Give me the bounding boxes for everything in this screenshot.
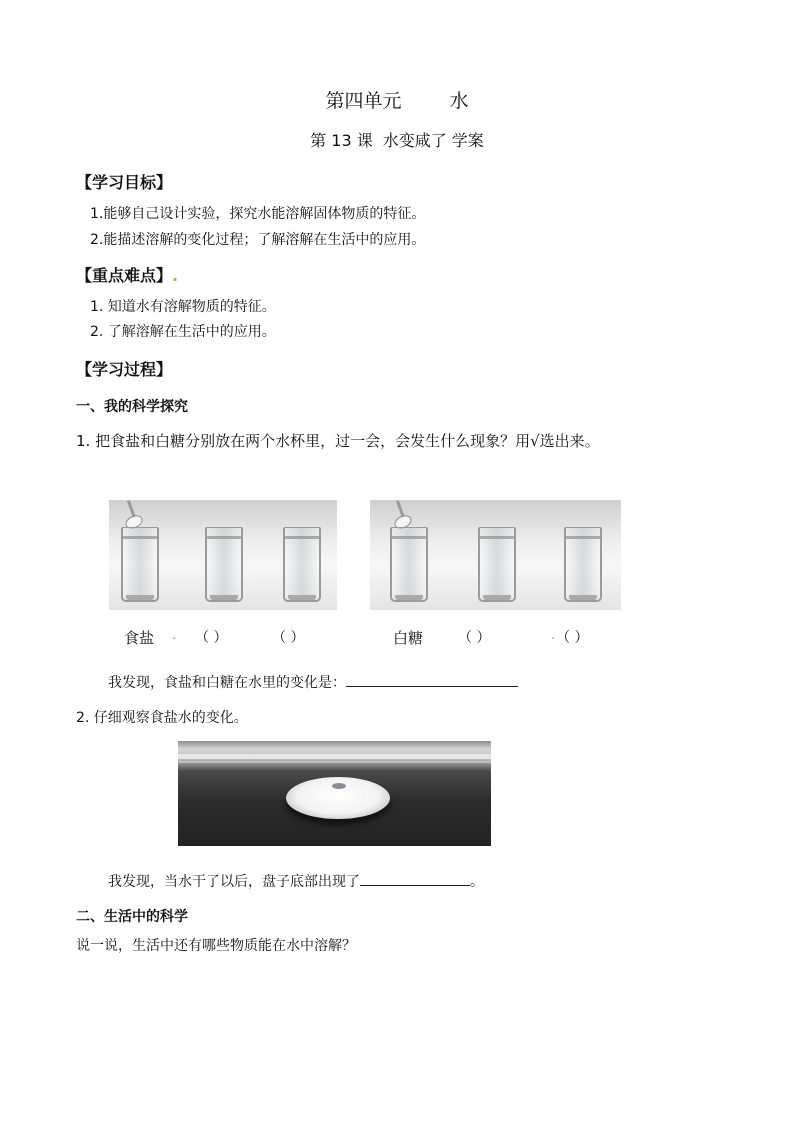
answer-paren[interactable]: （ ） — [458, 630, 491, 646]
lesson-name: 水变咸了 学案 — [382, 131, 484, 150]
stray-mark: . — [172, 627, 177, 643]
glass-icon — [205, 527, 243, 602]
sugar-label: 白糖 — [393, 629, 424, 647]
answer-paren[interactable]: （ ） — [556, 630, 589, 646]
glass-icon — [478, 527, 516, 602]
goals-heading: 【学习目标】 — [76, 173, 173, 192]
glass-icon — [121, 527, 159, 602]
keypoint-item: 2. 了解溶解在生活中的应用。 — [90, 324, 276, 340]
answer-blank[interactable] — [346, 670, 518, 687]
salt-residue — [332, 783, 346, 789]
finding-2-text: 我发现，当水干了以后，盘子底部出现了 — [108, 874, 360, 890]
window-rail — [178, 754, 491, 759]
salt-experiment-photo — [109, 500, 337, 610]
window-rail — [178, 761, 491, 763]
keypoints-heading-text: 【重点难点】 — [76, 266, 173, 285]
keypoints-heading — [76, 263, 178, 286]
finding-1-text: 我发现，食盐和白糖在水里的变化是： — [108, 675, 346, 691]
goal-item: 2.能描述溶解的变化过程；了解溶解在生活中的应用。 — [90, 232, 426, 248]
lesson-number: 第 13 课 — [310, 131, 373, 150]
unit-title — [0, 86, 794, 113]
answer-paren[interactable]: （ ） — [195, 630, 228, 646]
answer-paren[interactable]: （ ） — [272, 630, 305, 646]
part1-heading: 一、我的科学探究 — [76, 399, 188, 415]
unit-label: 第四单元 — [325, 90, 402, 112]
salt-water-plate-photo — [178, 741, 491, 846]
unit-topic: 水 — [449, 90, 469, 112]
keypoint-item: 1. 知道水有溶解物质的特征。 — [90, 299, 276, 315]
question-2: 2. 仔细观察食盐水的变化。 — [76, 710, 248, 726]
finding-2-end: 。 — [470, 874, 484, 890]
lesson-title — [0, 128, 794, 151]
glass-icon — [390, 527, 428, 602]
stray-mark: . — [551, 627, 556, 643]
question-1: 1. 把食盐和白糖分别放在两个水杯里，过一会，会发生什么现象？用√选出来。 — [76, 432, 600, 450]
glass-icon — [564, 527, 602, 602]
part2-heading: 二、生活中的科学 — [76, 909, 188, 925]
plate-icon — [286, 777, 390, 819]
answer-blank[interactable] — [360, 869, 470, 886]
finding-2 — [108, 869, 484, 891]
stray-mark: . — [172, 266, 179, 285]
salt-label: 食盐 — [124, 629, 155, 647]
sugar-experiment-photo — [370, 500, 621, 610]
process-heading: 【学习过程】 — [76, 360, 173, 379]
finding-1 — [108, 670, 518, 692]
question-3: 说一说，生活中还有哪些物质能在水中溶解？ — [76, 938, 356, 954]
goal-item: 1.能够自己设计实验，探究水能溶解固体物质的特征。 — [90, 206, 426, 222]
glass-icon — [283, 527, 321, 602]
